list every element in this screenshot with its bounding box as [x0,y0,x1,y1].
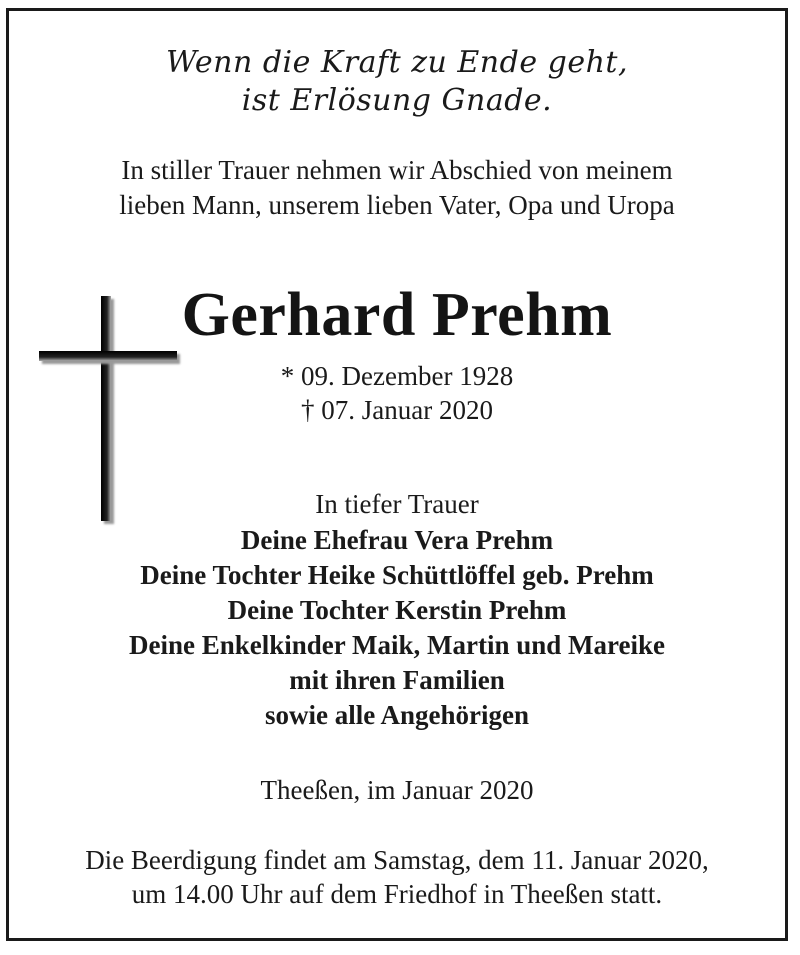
mourner-line: Deine Tochter Heike Schüttlöffel geb. Prehm [140,560,654,590]
mourner-line: Deine Ehefrau Vera Prehm [240,525,554,555]
mourner-line: sowie alle Angehörigen [265,700,529,730]
funeral-info-line-1: Die Beerdigung findet am Samstag, dem 11. Januar 2020, [85,845,709,875]
mourner-line: Deine Tochter Kerstin Prehm [227,595,567,625]
place-date: Theeßen, im Januar 2020 [260,775,534,805]
obituary-notice [6,8,788,941]
birth-date: * 09. Dezember 1928 [280,361,514,391]
intro-line-1: In stiller Trauer nehmen wir Abschied von meinem [121,155,673,185]
deceased-name: Gerhard Prehm [181,281,613,349]
motto-line-1: Wenn die Kraft zu Ende geht, [166,45,628,80]
motto-line-2: ist Erlösung Gnade. [241,83,553,118]
intro-line-2: lieben Mann, unserem lieben Vater, Opa und Uropa [119,190,675,220]
funeral-info-line-2: um 14.00 Uhr auf dem Friedhof in Theeßen statt. [131,879,663,909]
mourners-heading: In tiefer Trauer [315,489,479,519]
mourner-line: Deine Enkelkinder Maik, Martin und Mareike [128,630,666,660]
death-date: † 07. Januar 2020 [301,395,493,425]
mourner-line: mit ihren Familien [289,665,505,695]
